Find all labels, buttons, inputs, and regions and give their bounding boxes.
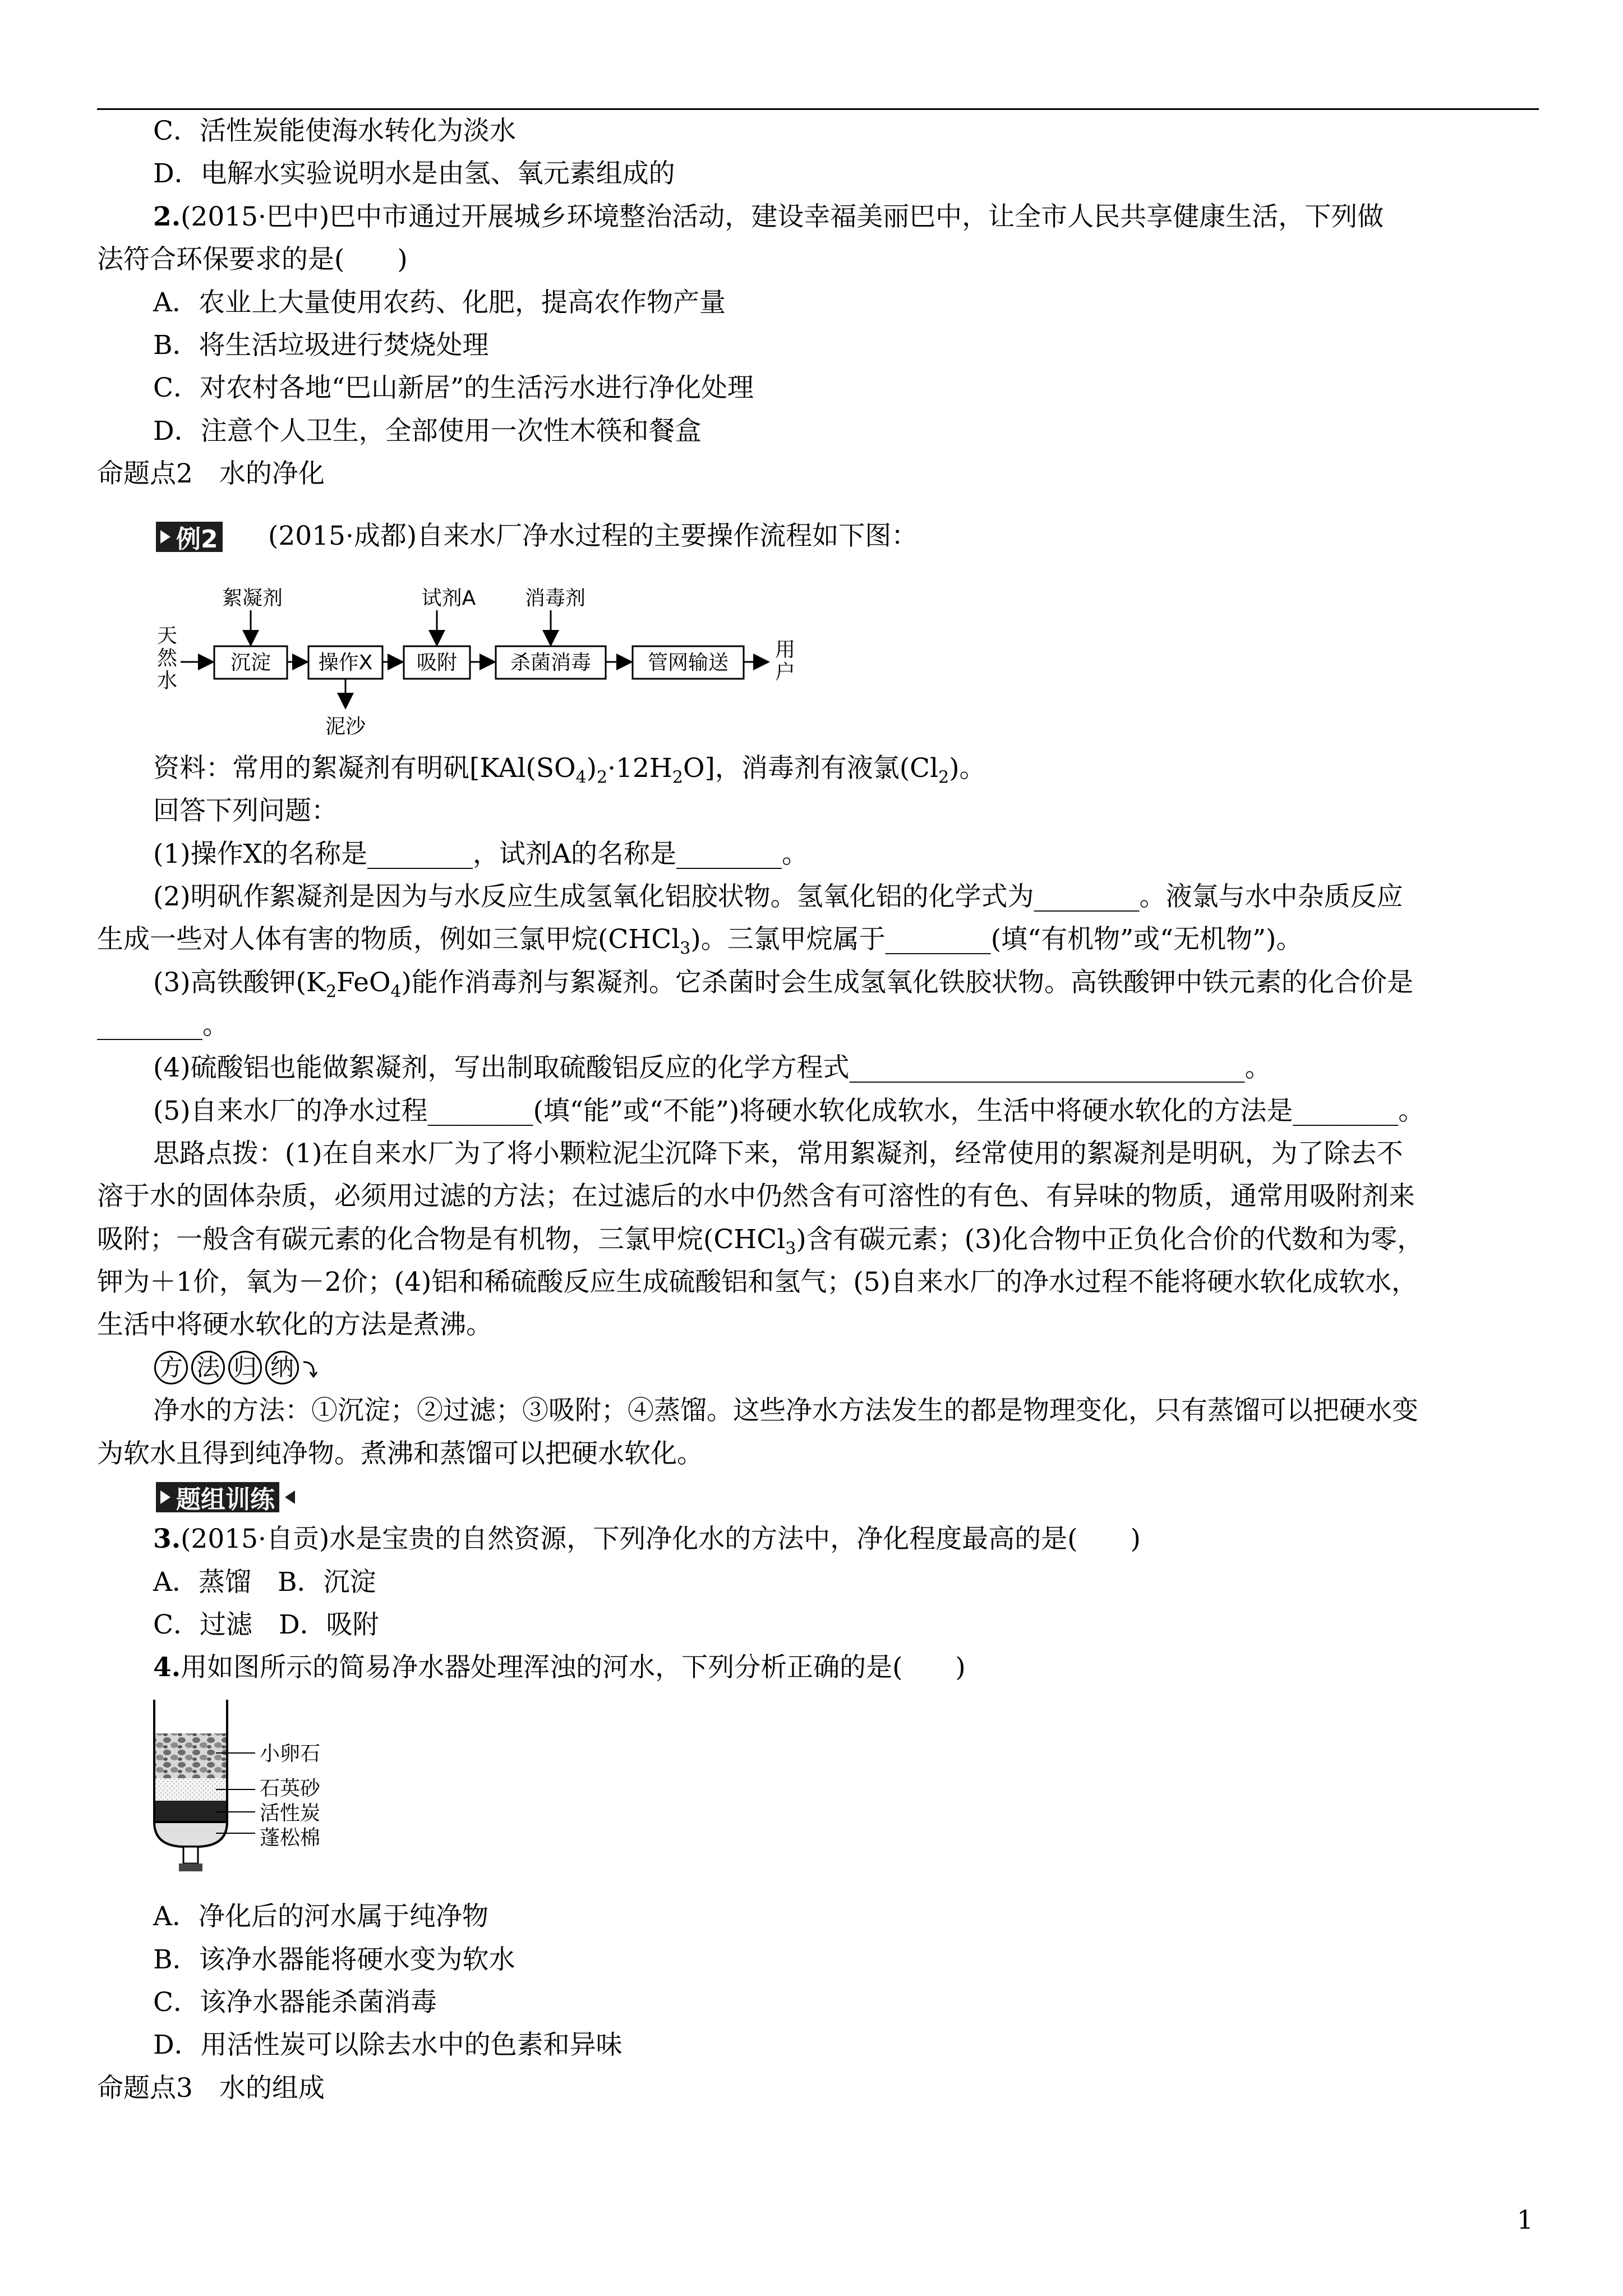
section-heading-water-purification: 命题点2 水的净化 <box>97 458 325 489</box>
q2-option-c: C．对农村各地“巴山新居”的生活污水进行净化处理 <box>153 372 754 403</box>
answer-prompt: 回答下列问题： <box>153 795 338 826</box>
q3-stem: 3.(2015·自贡)水是宝贵的自然资源，下列净化水的方法中，净化程度最高的是( ) <box>153 1524 1141 1554</box>
q1-option-d: D．电解水实验说明水是由氢、氧元素组成的 <box>153 158 675 189</box>
hint-line4: 钾为＋1价，氧为－2价；(4)铝和稀硫酸反应生成硫酸铝和氢气；(5)自来水厂的净水过程不能将硬水软化成软水， <box>97 1267 1418 1297</box>
q4-option-c: C．该净水器能杀菌消毒 <box>153 1987 437 2018</box>
q2-option-a: A．农业上大量使用农药、化肥，提高农作物产量 <box>153 287 726 318</box>
cotton-layer <box>154 1822 227 1847</box>
hint-line3: 吸附；一般含有碳元素的化合物是有机物，三氯甲烷(CHCl$_3$)含有碳元素；(3)化合物中正负化合价的代数和为零， <box>97 1224 1424 1259</box>
svg-text:管网输送: 管网输送 <box>647 651 729 674</box>
sub-question-2-line2: 生成一些对人体有害的物质，例如三氯甲烷(CHCl$_3$)。三氯甲烷属于________(填“有机物”或“无机物”)。 <box>97 924 1303 959</box>
sub-question-4: (4)硫酸铝也能做絮凝剂，写出制取硫酸铝反应的化学方程式______________________________。 <box>153 1052 1271 1083</box>
method-line2: 为软水且得到纯净物。煮沸和蒸馏可以把硬水软化。 <box>97 1438 703 1469</box>
hint-line5: 生活中将硬水软化的方法是煮沸。 <box>97 1309 492 1340</box>
q4-option-d: D．用活性炭可以除去水中的色素和异味 <box>153 2030 623 2060</box>
method-summary-badge: 方 法 归 纳 <box>154 1351 319 1384</box>
q4-option-b: B．该净水器能将硬水变为软水 <box>153 1944 515 1975</box>
quartz-sand-layer <box>155 1778 226 1801</box>
training-tag: 题组训练 <box>156 1482 295 1512</box>
activated-carbon-layer <box>155 1801 226 1822</box>
flow-input-flocculant: 絮凝剂 <box>222 587 283 610</box>
hint-line2: 溶于水的固体杂质，必须用过滤的方法；在过滤后的水中仍然含有可溶性的有色、有异味的物质，通常用吸附剂来 <box>97 1181 1415 1212</box>
svg-text:水: 水 <box>157 669 178 692</box>
sub-question-3-line1: (3)高铁酸钾$(K_2FeO_4)$能作消毒剂与絮凝剂。它杀菌时会生成氢氧化铁胶状物。高铁酸钾中铁元素的化合价是 <box>153 967 1413 1002</box>
method-line1: 净水的方法：①沉淀；②过滤；③吸附；④蒸馏。这些净水方法发生的都是物理变化，只有蒸馏可以把硬水变 <box>153 1395 1418 1426</box>
flow-input-reagent-a: 试剂A <box>421 587 476 610</box>
svg-text:沉淀: 沉淀 <box>230 651 271 674</box>
q4-number: 4. <box>153 1652 181 1683</box>
water-treatment-flowchart <box>151 578 824 746</box>
q3-options-cd: C．过滤 D．吸附 <box>153 1609 379 1640</box>
q3-number: 3. <box>153 1524 181 1554</box>
q2-stem-line2: 法符合环保要求的是( ) <box>97 244 408 275</box>
svg-text:然: 然 <box>157 647 178 670</box>
sub-question-1: (1)操作X的名称是________，试剂A的名称是________。 <box>153 839 808 869</box>
q4-option-a: A．净化后的河水属于纯净物 <box>153 1901 488 1932</box>
sub-question-3-line2: ________。 <box>97 1010 229 1041</box>
flow-source-label <box>157 624 178 692</box>
label-pebbles: 小卵石 <box>260 1742 321 1765</box>
svg-text:吸附: 吸附 <box>416 651 458 674</box>
header-rule <box>97 108 1539 110</box>
svg-text:操作X: 操作X <box>318 651 373 674</box>
label-activated-carbon: 活性炭 <box>260 1802 321 1825</box>
svg-text:天: 天 <box>157 624 178 647</box>
label-cotton: 蓬松棉 <box>260 1826 321 1849</box>
svg-text:户: 户 <box>775 661 796 684</box>
play-triangle-icon <box>160 1490 170 1504</box>
pebble-layer <box>155 1733 226 1778</box>
left-triangle-icon <box>285 1490 295 1504</box>
q1-option-c: C．活性炭能使海水转化为淡水 <box>153 116 516 146</box>
hint-line1: 思路点拨：(1)在自来水厂为了将小颗粒泥尘沉降下来，常用絮凝剂，经常使用的絮凝剂是明矾，为了除去不 <box>153 1138 1403 1169</box>
sub-question-5: (5)自来水厂的净水过程________(填“能”或“不能”)将硬水软化成软水，生活中将硬水软化的方法是________。 <box>153 1096 1425 1126</box>
q4-stem: 4.用如图所示的简易净水器处理浑浊的河水，下列分析正确的是( ) <box>153 1652 966 1683</box>
flow-input-disinfectant: 消毒剂 <box>524 587 586 610</box>
simple-water-purifier-figure <box>149 1700 384 1879</box>
q2-number: 2. <box>153 201 181 232</box>
flow-end-label <box>775 638 795 684</box>
q2-stem-line1: 2.(2015·巴中)巴中市通过开展城乡环境整治活动，建设幸福美丽巴中，让全市人民共享健康生活，下列做 <box>153 201 1384 232</box>
play-triangle-icon <box>160 530 170 544</box>
label-quartz-sand: 石英砂 <box>260 1777 321 1800</box>
example2-text: (2015·成都)自来水厂净水过程的主要操作流程如下图： <box>268 521 918 551</box>
section-heading-water-composition: 命题点3 水的组成 <box>97 2073 325 2104</box>
q3-options-ab: A．蒸馏 B．沉淀 <box>153 1567 376 1598</box>
example-tag: 例2 <box>156 522 223 552</box>
svg-text:杀菌消毒: 杀菌消毒 <box>510 651 592 674</box>
page-number: 1 <box>1516 2205 1533 2235</box>
info-line: 资料：常用的絮凝剂有明矾$[KAl(SO_4)_2\cdot 12H_2O]$，消毒剂有液氯$(Cl_2)$。 <box>153 753 986 788</box>
flow-output-silt: 泥沙 <box>325 715 366 738</box>
curved-arrow-icon <box>302 1356 319 1379</box>
svg-text:用: 用 <box>775 638 796 661</box>
q2-option-b: B．将生活垃圾进行焚烧处理 <box>153 330 489 361</box>
q2-option-d: D．注意个人卫生，全部使用一次性木筷和餐盒 <box>153 416 702 447</box>
sub-question-2-line1: (2)明矾作絮凝剂是因为与水反应生成氢氧化铝胶状物。氢氧化铝的化学式为________。液氯与水中杂质反应 <box>153 881 1403 912</box>
